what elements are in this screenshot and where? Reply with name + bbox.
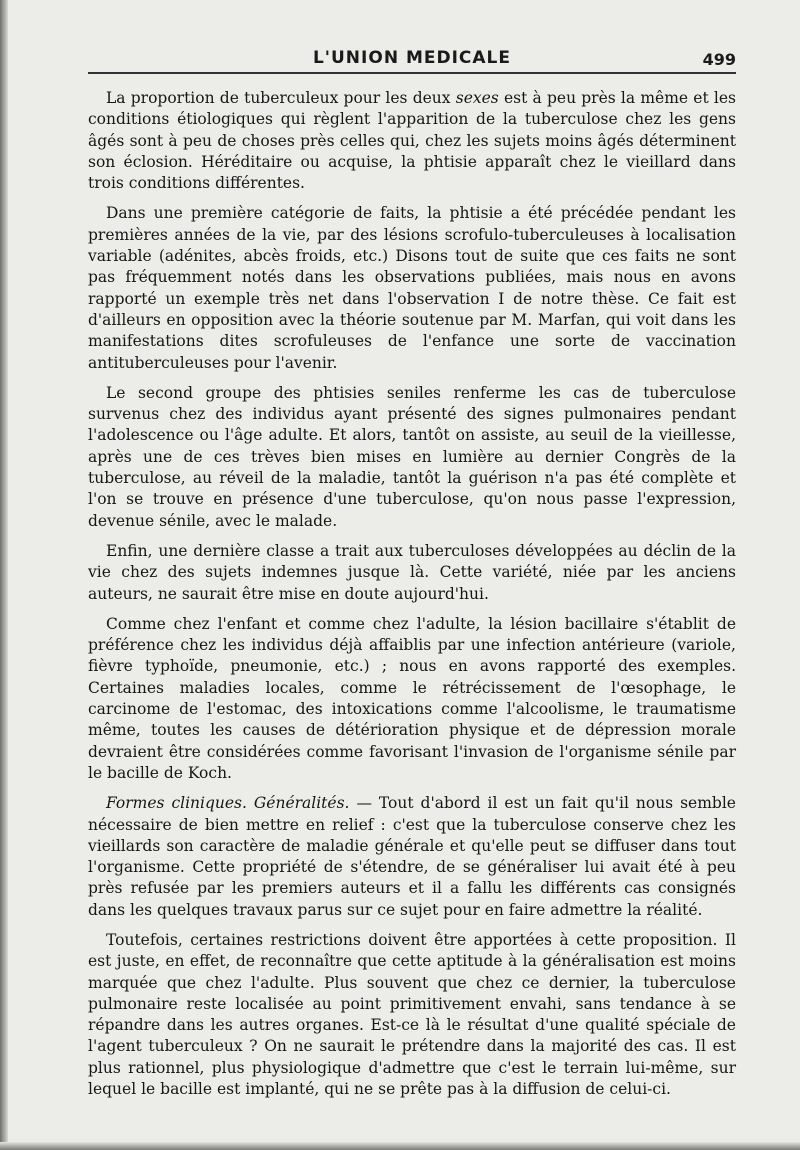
page-header	[88, 44, 736, 74]
paragraph-1: La proportion de tuberculeux pour les deux sexes est à peu près la même et les conditions étiologiques qui règlent l'apparition de la tuberculose chez les gens âgés sont à peu de choses près celles qui, chez les sujets moins âgés déterminent son éclosion. Héréditaire ou acquise, la phtisie apparaît chez le vieillard dans trois conditions différentes.	[88, 89, 736, 193]
paragraph-2: Dans une première catégorie de faits, la phtisie a été précédée pendant les premières années de la vie, par des lésions scrofulo-tuberculeuses à localisation variable (adénites, abcès froids, etc.) Disons tout de suite que ces faits ne sont pas fréquemment notés dans les observations publiées, mais nous en avons rapporté un exemple très net dans l'observation I de notre thèse. Ce fait est d'ailleurs en opposition avec la théorie soutenue par M. Marfan, qui voit dans les manifestations dites scrofuleuses de l'enfance une sorte de vaccination antituberculeuses pour l'avenir.	[88, 204, 736, 372]
paragraph-3: Le second groupe des phtisies seniles renferme les cas de tuberculose survenus chez des individus ayant présenté des signes pulmonaires pendant l'adolescence ou l'âge adulte. Et alors, tantôt on assiste, au seuil de la vieillesse, après une de ces trèves bien mises en lumière au dernier Congrès de la tuberculose, au réveil de la maladie, tantôt la guérison n'a pas été complète et l'on se trouve en présence d'une tuberculose, qu'on nous passe l'expression, devenue sénile, avec le malade.	[88, 383, 736, 530]
header-rule	[88, 72, 736, 74]
page-bottom-edge	[0, 1142, 800, 1150]
paragraph-4: Enfin, une dernière classe a trait aux tuberculoses développées au déclin de la vie chez des sujets indemnes jusque là. Cette variété, niée par les anciens auteurs, ne saurait être mise en doute aujourd'hui.	[88, 541, 736, 603]
emphasis-sexes: sexes	[455, 89, 499, 107]
section-subheading: Formes cliniques. Généralités.	[106, 794, 350, 813]
body-text	[88, 88, 736, 1109]
running-title: L'UNION MEDICALE	[312, 48, 512, 68]
paragraph-6: Formes cliniques. Généralités. — Tout d'abord il est un fait qu'il nous semble nécessaire de bien mettre en relief : c'est que la tuberculose conserve chez les vieillards son caractère de maladie générale et qu'elle peut se diffuser dans tout l'organisme. Cette propriété de s'étendre, de se généraliser lui avait été à peu près refusée par les premiers auteurs et il a fallu les différents cas consignés dans les quelques travaux parus sur ce sujet pour en faire admettre la réalité.	[88, 794, 736, 919]
paragraph-7: Toutefois, certaines restrictions doivent être apportées à cette proposition. Il est juste, en effet, de reconnaître que cette aptitude à la généralisation est moins marquée que chez l'adulte. Plus souvent que chez ce dernier, la tuberculose pulmonaire reste localisée au point primitivement envahi, sans tendance à se répandre dans les autres organes. Est-ce là le résultat d'une qualité spéciale de l'agent tuberculeux ? On ne saurait le prétendre dans la majorité des cas. Il est plus rationnel, plus physiologique d'admettre que c'est le terrain lui-même, sur lequel le bacille est implanté, qui ne se prête pas à la diffusion de celui-ci.	[88, 930, 736, 1099]
page-left-edge	[0, 0, 8, 1150]
page-number: 499	[702, 50, 736, 69]
paragraph-5: Comme chez l'enfant et comme chez l'adulte, la lésion bacillaire s'établit de préférence chez les individus déjà affaiblis par une infection antérieure (variole, fièvre typhoïde, pneumonie, etc.) ; nous en avons rapporté des exemples. Certaines maladies locales, comme le rétrécissement de l'œsophage, le carcinome de l'estomac, des intoxications comme l'alcoolisme, le traumatisme même, toutes les causes de détérioration physique et de dépression morale devraient être considérées comme favorisant l'invasion de l'organisme sénile par le bacille de Koch.	[88, 614, 736, 782]
